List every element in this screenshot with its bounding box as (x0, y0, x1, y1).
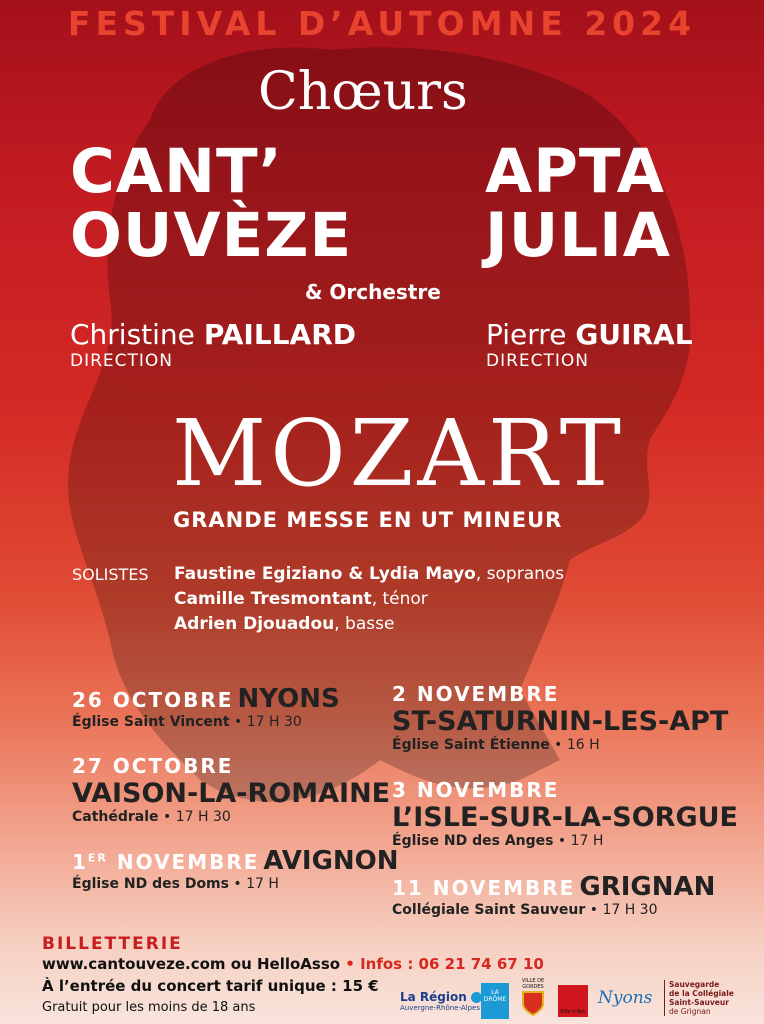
concert-isle-date: 3 NOVEMBRE (392, 778, 560, 802)
choir-cantouveze-line1: CANT’ (70, 136, 283, 207)
logo-nyons: Nyons (598, 988, 653, 1008)
logo-region-sub: Auvergne-Rhône-Alpes (400, 1004, 480, 1012)
director-right-last: GUIRAL (575, 318, 693, 351)
logo-gordes (518, 978, 548, 1020)
festival-title: FESTIVAL D’AUTOMNE 2024 (67, 4, 697, 43)
concert-saturnin-venue: Église Saint Étienne (392, 737, 550, 753)
director-right-role: DIRECTION (486, 351, 590, 371)
concert-vaison-time: • 17 H 30 (158, 809, 231, 825)
billetterie-web[interactable]: www.cantouveze.com ou HelloAsso (42, 955, 341, 973)
billetterie-free: Gratuit pour les moins de 18 ans (42, 1000, 256, 1015)
concert-nyons-venue: Église Saint Vincent (72, 714, 230, 730)
concert-isle-city: L’ISLE-SUR-LA-SORGUE (392, 802, 738, 833)
concert-saturnin-time: • 16 H (549, 737, 600, 753)
concert-isle-time: • 17 H (553, 833, 604, 849)
concert-avignon (72, 846, 399, 892)
gordes-shield-icon (521, 990, 545, 1016)
logo-region-label: La Région (400, 990, 467, 1004)
concert-grignan (392, 872, 715, 918)
solistes-label: SOLISTES (72, 565, 149, 584)
soloist-3-role: , basse (334, 614, 395, 634)
concert-avignon-city: AVIGNON (263, 846, 399, 876)
director-right (486, 318, 693, 371)
billetterie-price: À l’entrée du concert tarif unique : 15 € (42, 977, 379, 995)
soloist-1-names: Faustine Egiziano & Lydia Mayo (174, 564, 476, 584)
concert-grignan-city: GRIGNAN (579, 872, 716, 902)
billetterie-web-line (42, 955, 544, 973)
sauvegarde-line-1: Sauvegarde (669, 980, 720, 989)
soloist-2-names: Camille Tresmontant (174, 589, 372, 609)
logo-gordes-label: VILLE DE GORDES (521, 978, 545, 990)
sauvegarde-line-4: de Grignan (669, 1007, 711, 1016)
concert-nyons-date: 26 OCTOBRE (72, 688, 234, 712)
director-left (70, 318, 356, 371)
billetterie-infos: • Infos : 06 21 74 67 10 (340, 955, 544, 973)
soloist-1 (174, 564, 564, 584)
concert-grignan-venue: Collégiale Saint Sauveur (392, 902, 586, 918)
director-left-first: Christine (70, 318, 195, 351)
choir-aptajulia-line2: JULIA (485, 200, 672, 271)
soloist-1-role: , sopranos (475, 564, 565, 584)
choir-cantouveze-line2: OUVÈZE (70, 200, 353, 271)
soloist-3 (174, 614, 394, 634)
concert-nyons (72, 684, 340, 730)
logo-sauvegarde (664, 980, 734, 1016)
logo-apt-label: Ville d'Apt (560, 1009, 586, 1015)
director-right-first: Pierre (486, 318, 567, 351)
soloist-2-role: , ténor (371, 589, 428, 609)
choeurs-heading: Chœurs (258, 62, 468, 122)
director-left-role: DIRECTION (70, 351, 174, 371)
sauvegarde-line-3: Saint-Sauveur (669, 998, 729, 1007)
choir-aptajulia-line1: APTA (485, 136, 666, 207)
concert-saturnin (392, 682, 728, 753)
composer-title: MOZART (172, 400, 626, 507)
billetterie-title: BILLETTERIE (42, 934, 183, 954)
concert-isle-venue: Église ND des Anges (392, 833, 554, 849)
concert-vaison-venue: Cathédrale (72, 809, 159, 825)
concert-nyons-time: • 17 H 30 (229, 714, 302, 730)
concert-nyons-city: NYONS (237, 684, 340, 714)
concert-avignon-venue: Église ND des Doms (72, 876, 229, 892)
concert-avignon-date-num: 1 (72, 850, 88, 874)
concert-saturnin-city: ST-SATURNIN-LES-APT (392, 706, 729, 737)
concert-avignon-date-sup: ER (87, 851, 108, 865)
soloist-2 (174, 589, 428, 609)
sauvegarde-line-2: de la Collégiale (669, 989, 734, 998)
logo-region (400, 990, 482, 1012)
concert-vaison (72, 754, 390, 825)
director-left-last: PAILLARD (203, 318, 357, 351)
orchestre-label: & Orchestre (305, 280, 441, 304)
concert-saturnin-date: 2 NOVEMBRE (392, 682, 560, 706)
concert-vaison-city: VAISON-LA-ROMAINE (72, 778, 391, 809)
concert-grignan-date: 11 NOVEMBRE (392, 876, 576, 900)
concert-grignan-time: • 17 H 30 (585, 902, 658, 918)
choir-cantouveze (70, 136, 353, 271)
logo-drome: LA DRÔME (481, 983, 509, 1019)
work-title: GRANDE MESSE EN UT MINEUR (173, 508, 563, 532)
concert-avignon-time: • 17 H (228, 876, 279, 892)
concert-vaison-date: 27 OCTOBRE (72, 754, 234, 778)
concert-isle (392, 778, 738, 849)
logo-apt (558, 985, 588, 1017)
soloist-3-names: Adrien Djouadou (174, 614, 335, 634)
concert-avignon-date: NOVEMBRE (107, 850, 260, 874)
choir-aptajulia (485, 136, 672, 271)
